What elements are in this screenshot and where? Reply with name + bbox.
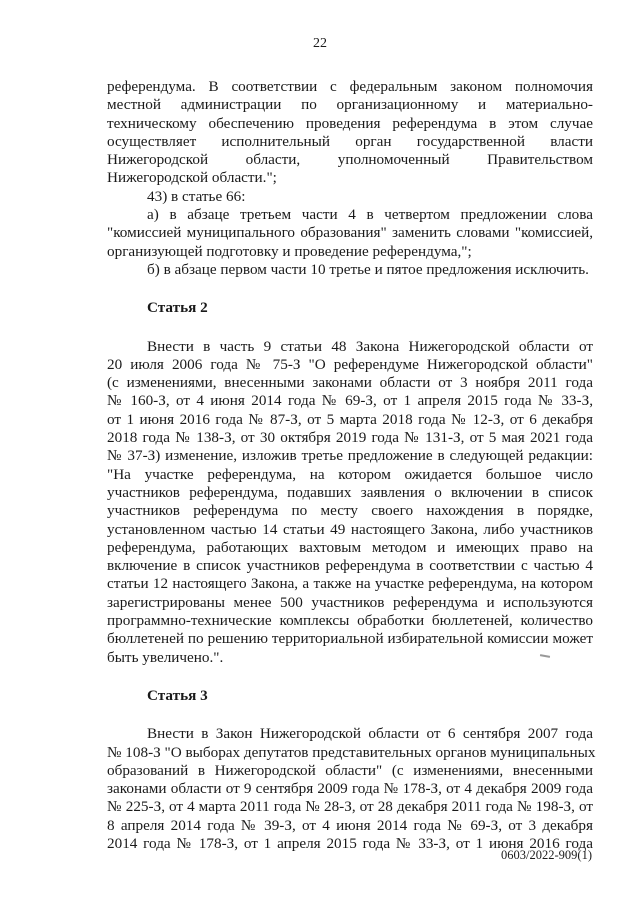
text-line: участников референдума, подавших заявления о включении в список — [107, 483, 593, 501]
text-line: 8 апреля 2014 года № 39-З, от 4 июня 2014 года № 69-З, от 3 декабря — [107, 816, 593, 834]
text-line: местной администрации по организационному и материально- — [107, 96, 593, 114]
text-line: участников референдума по месту своего нахождения в порядке, — [107, 502, 593, 520]
document-code: 0603/2022-909(1) — [501, 848, 592, 862]
text-line: 2014 года № 178-З, от 1 апреля 2015 года № 33-З, от 1 июня 2016 года — [107, 834, 593, 852]
text-line: "На участке референдума, на котором ожидается большое число — [107, 465, 593, 483]
text-line: статьи 12 настоящего Закона, а также на участке референдума, на котором — [107, 575, 593, 593]
article-2-heading: Статья 2 — [147, 299, 208, 317]
text-line: № 225-З, от 4 марта 2011 года № 28-З, от 28 декабря 2011 года № 198-З, от — [107, 798, 593, 816]
text-line: законами области от 9 сентября 2009 года № 178-З, от 4 декабря 2009 года — [107, 780, 593, 798]
document-body — [107, 78, 596, 853]
text-line: установленном частью 14 статьи 49 настоящего Закона, либо участников — [107, 520, 593, 538]
article-3-body — [107, 725, 596, 853]
text-line: осуществляет исполнительный орган государственной власти — [107, 132, 593, 150]
text-line: техническому обеспечению проведения референдума в этом случае — [107, 114, 593, 132]
text-line: (с изменениями, внесенными законами области от 3 ноября 2011 года — [107, 374, 593, 392]
text-line: "комиссией муниципального образования" заменить словами "комиссией, — [107, 224, 593, 242]
text-line: организующей подготовку и проведение референдума,"; — [107, 242, 472, 260]
text-line: быть увеличено.". — [107, 648, 224, 666]
text-line: Нижегородской области."; — [107, 169, 277, 187]
text-line: а) в абзаце третьем части 4 в четвертом предложении слова — [147, 206, 593, 224]
text-line: 2018 года № 138-З, от 30 октября 2019 года № 131-З, от 5 мая 2021 года — [107, 429, 593, 447]
paragraph-item-43 — [107, 188, 593, 279]
text-line: референдума. В соответствии с федеральным законом полномочия — [107, 78, 593, 95]
text-line: от 1 июня 2016 года № 87-З, от 5 марта 2018 года № 12-З, от 6 декабря — [107, 410, 593, 428]
text-line: № 37-З) изменение, изложив третье предложение в следующей редакции: — [107, 447, 593, 465]
paragraph-amendment-quote — [107, 78, 593, 188]
text-line: программно-технические комплексы обработки бюллетеней, количество — [107, 612, 593, 630]
text-line: 43) в статье 66: — [147, 187, 246, 205]
text-line: б) в абзаце первом части 10 третье и пятое предложения исключить. — [147, 260, 589, 278]
text-line: включение в список участников референдума в соответствии с частью 4 — [107, 557, 593, 575]
text-line: Нижегородской области, уполномоченный Правительством — [107, 151, 593, 169]
text-line: образований в Нижегородской области" (с изменениями, внесенными — [107, 761, 593, 779]
article-3-heading: Статья 3 — [147, 686, 208, 704]
text-line: № 160-З, от 4 июня 2014 года № 69-З, от 1 апреля 2015 года № 33-З, — [107, 392, 593, 410]
text-line: № 108-З "О выборах депутатов представительных органов муниципальных — [107, 743, 596, 761]
text-line: Внести в Закон Нижегородской области от 6 сентября 2007 года — [147, 725, 593, 743]
page-number: 22 — [313, 36, 327, 51]
text-line: бюллетеней по решению территориальной избирательной комиссии может — [107, 630, 593, 648]
article-2-body — [107, 338, 593, 667]
text-line: 20 июля 2006 года № 75-З "О референдуме Нижегородской области" — [107, 355, 593, 373]
text-line: референдума, работающих вахтовым методом и имеющих право на — [107, 538, 593, 556]
text-line: Внести в часть 9 статьи 48 Закона Нижегородской области от — [147, 337, 593, 355]
text-line: зарегистрированы менее 500 участников референдума и используются — [107, 593, 593, 611]
